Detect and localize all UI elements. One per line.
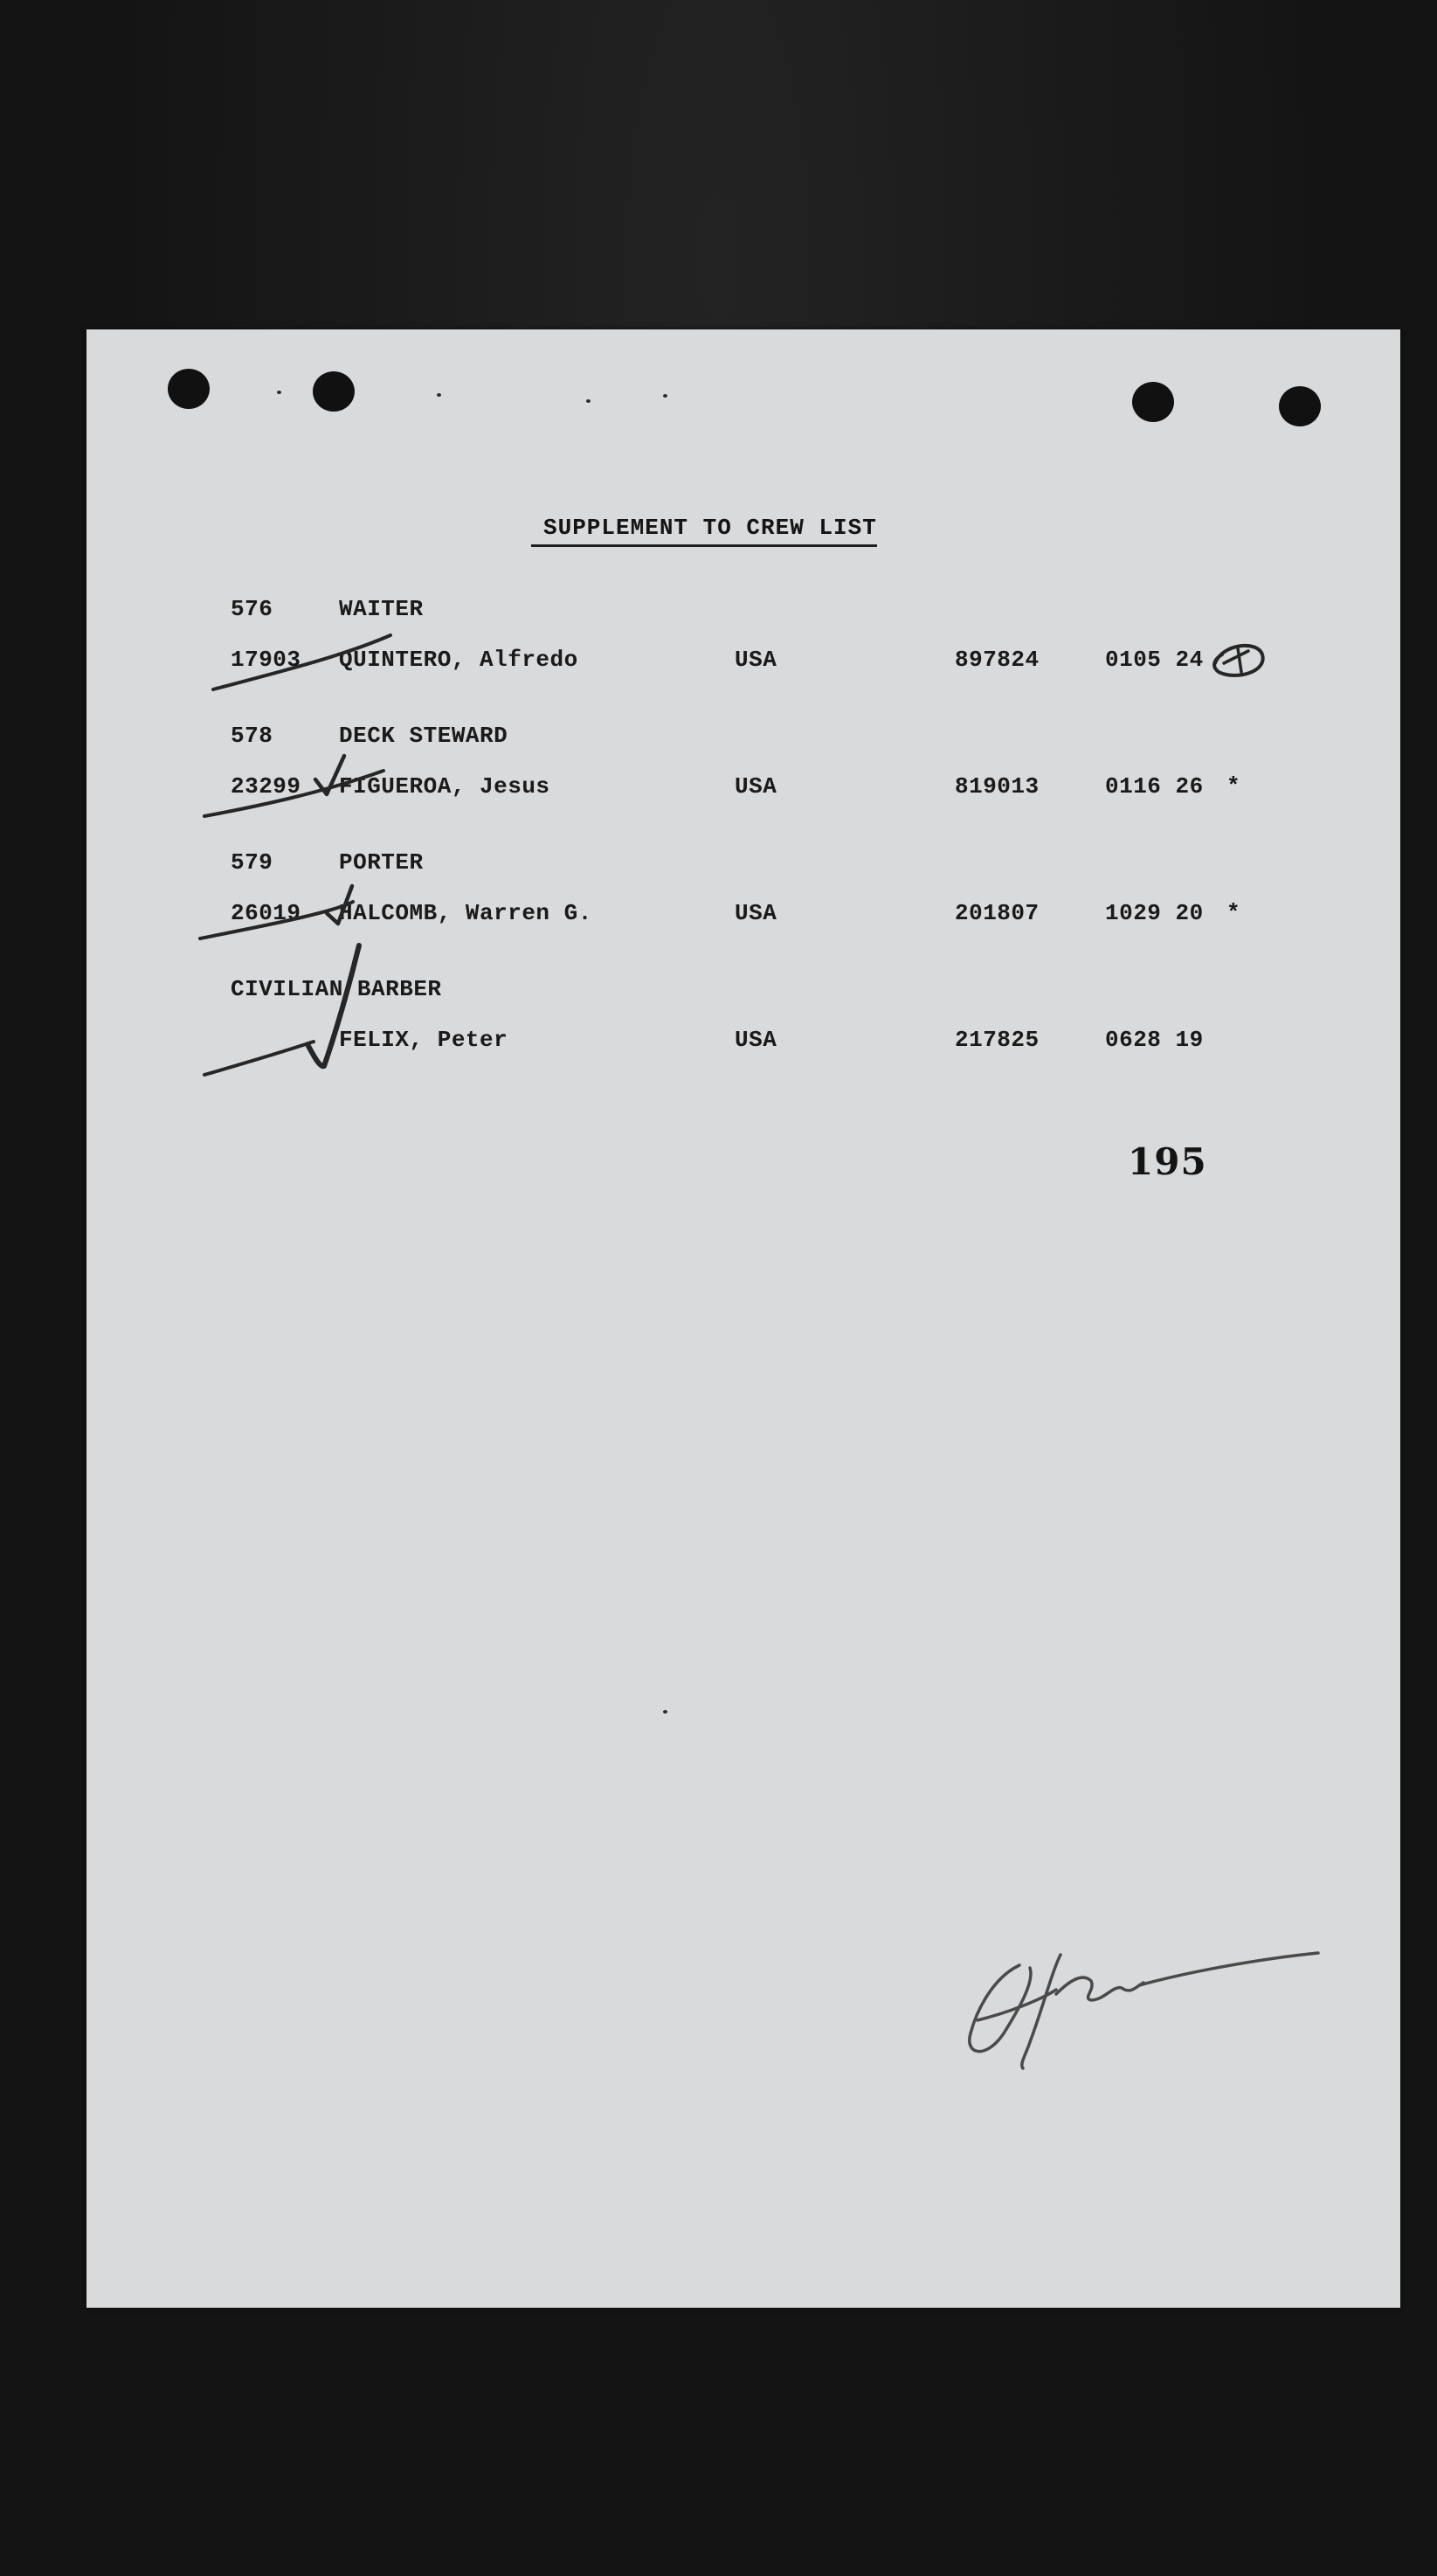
entry-2-line-number: 578 — [231, 723, 273, 749]
entry-1-number: 897824 — [955, 647, 1040, 673]
entry-1-nationality: USA — [735, 647, 777, 673]
entry-3-date: 1029 20 — [1105, 900, 1204, 926]
entry-2-date: 0116 26 — [1105, 773, 1204, 800]
entry-3-rating: PORTER — [339, 849, 424, 876]
entry-2-nationality: USA — [735, 773, 777, 800]
entry-2-mark: * — [1226, 773, 1241, 800]
entry-2-number: 819013 — [955, 773, 1040, 800]
document-page — [86, 329, 1400, 2308]
signature — [86, 329, 1400, 2308]
entry-4-number: 217825 — [955, 1027, 1040, 1053]
entry-4-nationality: USA — [735, 1027, 777, 1053]
entry-3-name: HALCOMB, Warren G. — [339, 900, 592, 926]
entry-1-line-number: 576 — [231, 596, 273, 622]
entry-3-line-number: 579 — [231, 849, 273, 876]
entry-3-id: 26019 — [231, 900, 301, 926]
entry-4-rating: CIVILIAN BARBER — [231, 976, 442, 1002]
entry-2-id: 23299 — [231, 773, 301, 800]
page-number: 195 — [1128, 1140, 1207, 1183]
entry-3-nationality: USA — [735, 900, 777, 926]
page-title: SUPPLEMENT TO CREW LIST — [543, 515, 877, 541]
entry-3-mark: * — [1226, 900, 1241, 926]
entry-3-number: 201807 — [955, 900, 1040, 926]
entry-1-name: QUINTERO, Alfredo — [339, 647, 578, 673]
entry-2-name: FIGUEROA, Jesus — [339, 773, 550, 800]
entry-4-name: FELIX, Peter — [339, 1027, 508, 1053]
entry-1-rating: WAITER — [339, 596, 424, 622]
entry-1-id: 17903 — [231, 647, 301, 673]
entry-4-date: 0628 19 — [1105, 1027, 1204, 1053]
entry-1-date: 0105 24 — [1105, 647, 1204, 673]
entry-2-rating: DECK STEWARD — [339, 723, 508, 749]
